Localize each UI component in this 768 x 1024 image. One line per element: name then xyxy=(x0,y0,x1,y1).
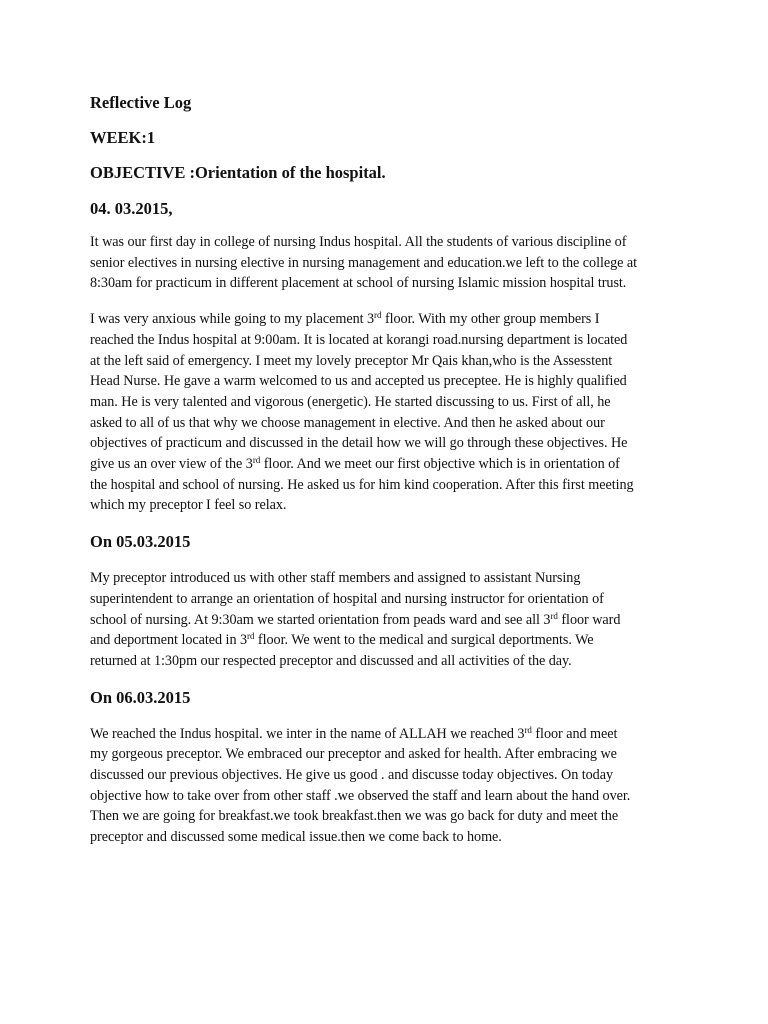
text-segment: floor. We went to the medical and surgical deportments. We xyxy=(254,632,594,649)
text-line: My preceptor introduced us with other staff members and assigned to assistant Nursing xyxy=(90,570,581,587)
text-segment: We reached the Indus hospital. we inter in the name of ALLAH we reached 3 xyxy=(90,725,525,742)
text-line: superintendent to arrange an orientation of hospital and nursing instructor for orientation of xyxy=(90,590,604,607)
text-segment: floor. With my other group members I xyxy=(381,311,600,328)
text-segment: floor ward xyxy=(557,611,621,628)
text-line xyxy=(90,454,686,475)
entry-1-paragraph-2 xyxy=(90,309,686,516)
entry-3-paragraph xyxy=(90,724,686,848)
text-line: which my preceptor I feel so relax. xyxy=(90,497,287,514)
text-line: 8:30am for practicum in different placement at school of nursing Islamic mission hospital trust. xyxy=(90,275,627,292)
text-segment: I was very anxious while going to my placement 3 xyxy=(90,311,375,328)
text-line: It was our first day in college of nursing Indus hospital. All the students of various discipline of xyxy=(90,234,627,250)
week-heading: WEEK:1 xyxy=(90,128,156,147)
text-segment: school of nursing. At 9:30am we started orientation from peads ward and see all 3 xyxy=(90,611,551,628)
superscript: rd xyxy=(550,610,558,621)
text-line: senior electives in nursing elective in nursing management and education.we left to the college at xyxy=(90,254,638,271)
text-line: preceptor and discussed some medical issue.then we come back to home. xyxy=(90,829,502,846)
entry-2-paragraph xyxy=(90,568,686,672)
text-line: objectives of practicum and discussed in the detail how we will go through these objectives. He xyxy=(90,435,628,452)
superscript: rd xyxy=(524,724,532,735)
date-heading-2: On 05.03.2015 xyxy=(90,532,191,552)
text-line: the hospital and school of nursing. He asked us for him kind cooperation. After this first meeting xyxy=(90,476,634,493)
superscript: rd xyxy=(252,455,261,466)
document-title: Reflective Log xyxy=(90,93,192,112)
text-segment: floor. And we meet our first objective which is in orientation of xyxy=(260,456,620,473)
text-line: returned at 1:30pm our respected preceptor and discussed and all activities of the day. xyxy=(90,652,572,669)
text-line: my gorgeous preceptor. We embraced our preceptor and asked for health. After embracing we xyxy=(90,746,617,763)
text-line xyxy=(90,630,686,651)
text-line: Then we are going for breakfast.we took breakfast.then we was go back for duty and meet the xyxy=(90,808,619,825)
entry-1-paragraph-1 xyxy=(90,232,686,294)
text-line: at the left said of emergency. I meet my lovely preceptor Mr Qais khan,who is the Assesstent xyxy=(90,352,613,369)
text-line: asked to all of us that why we choose management in elective. And then he asked about our xyxy=(90,414,605,431)
date-heading-1: 04. 03.2015, xyxy=(90,199,173,218)
document-page xyxy=(90,92,686,863)
text-line xyxy=(90,610,686,631)
text-segment: and deportment located in 3 xyxy=(90,632,248,649)
text-segment: give us an over view of the 3 xyxy=(90,456,253,473)
objective-heading: OBJECTIVE :Orientation of the hospital. xyxy=(90,163,386,182)
text-line: reached the Indus hospital at 9:00am. It is located at korangi road.nursing department is located xyxy=(90,331,628,348)
text-line: Head Nurse. He gave a warm welcomed to us and accepted us preceptee. He is highly qualified xyxy=(90,373,627,390)
text-segment: floor and meet xyxy=(531,725,618,742)
text-line xyxy=(90,724,686,745)
text-line xyxy=(90,309,686,330)
text-line: man. He is very talented and vigorous (energetic). He started discussing to us. First of all, he xyxy=(90,393,611,410)
date-heading-3: On 06.03.2015 xyxy=(90,687,191,707)
superscript: rd xyxy=(247,631,255,642)
text-line: objective how to take over from other staff .we observed the staff and learn about the hand over. xyxy=(90,787,631,804)
superscript: rd xyxy=(374,310,382,321)
text-line: discussed our previous objectives. He give us good . and discusse today objectives. On today xyxy=(90,767,613,784)
